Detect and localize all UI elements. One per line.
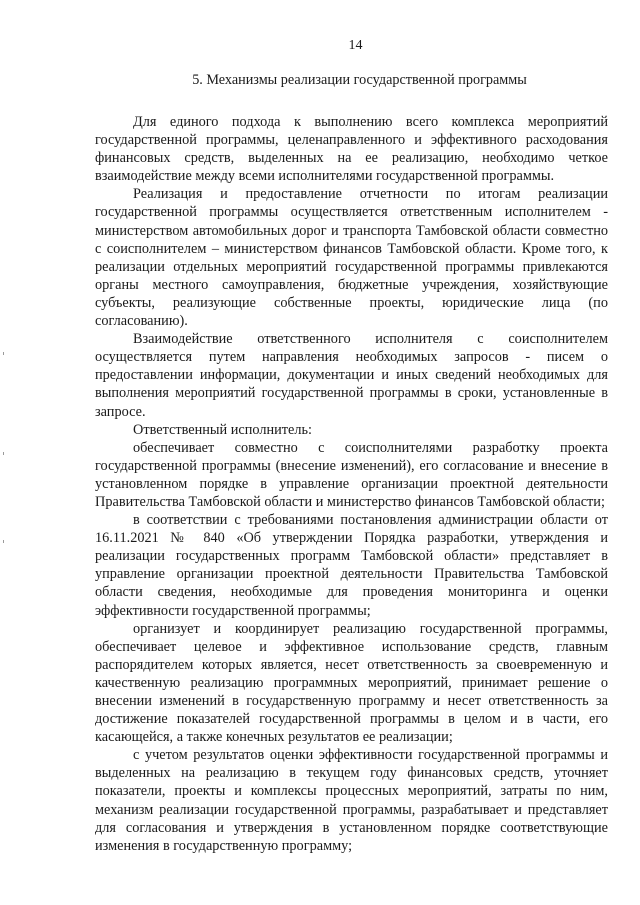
- paragraph-duty-adjustment: с учетом результатов оценки эффективности государственной программы и выделенных на реализацию в текущем году финансовых средств, уточняет показатели, проекты и комплексы процессных мероприятий, затраты по ним, механизм реализации государственной программы, разрабатывает и представляет для согласования и утверждения в установленном порядке соответствующие изменения в государственную программу;: [95, 747, 608, 854]
- section-heading: 5. Механизмы реализации государственной программы: [192, 72, 527, 88]
- scan-edge-mark: [3, 352, 4, 355]
- scan-edge-mark: [3, 540, 4, 543]
- paragraph-duty-development: обеспечивает совместно с соисполнителями разработку проекта государственной программы (внесение изменений), его согласование и внесение в установленном порядке в управление организации проектной деятельности Правительства Тамбовской области и министерство финансов Тамбовской области;: [95, 439, 608, 510]
- page-number: 14: [348, 38, 363, 53]
- scan-edge-mark: [3, 452, 4, 455]
- paragraph-implementation: Реализация и предоставление отчетности по итогам реализации государственной программы осуществляется ответственным исполнителем - министерством автомобильных дорог и транспорта Тамбовской области совместно с соисполнителем – министерством финансов Тамбовской области. Кроме того, к реализации отдельных мероприятий государственной программы привлекаются органы местного самоуправления, бюджетные учреждения, хозяйствующие субъекты, реализующие собственные проекты, юридические лица (по согласованию).: [95, 186, 608, 330]
- paragraph-duty-reporting: в соответствии с требованиями постановления администрации области от 16.11.2021 № 840 «Об утверждении Порядка разработки, утверждения и реализации государственных программ Тамбовской области» представляет в управление организации проектной деятельности Правительства Тамбовской области сведения, необходимые для проведения мониторинга и оценки эффективности государственной программы;: [95, 512, 608, 619]
- paragraph-responsible-executor: Ответственный исполнитель:: [133, 421, 313, 438]
- paragraph-duty-coordination: организует и координирует реализацию государственной программы, обеспечивает целевое и эффективное использование средств, главным распорядителем которых является, несет ответственность за своевременную и качественную реализацию программных мероприятий, принимает решение о внесении изменений в государственную программу и несет ответственность за достижение показателей государственной программы в целом и в части, его касающейся, а также конечных результатов ее реализации;: [95, 620, 608, 746]
- paragraph-interaction: Взаимодействие ответственного исполнителя с соисполнителем осуществляется путем направления необходимых запросов - писем о предоставлении информации, документации и иных сведений необходимых для выполнения мероприятий государственной программы в сроки, установленные в запросе.: [95, 331, 608, 420]
- paragraph-intro: Для единого подхода к выполнению всего комплекса мероприятий государственной программы, целенаправленного и эффективного расходования финансовых средств, выделенных на ее реализацию, необходимо четкое взаимодействие между всеми исполнителями государственной программы.: [95, 114, 608, 185]
